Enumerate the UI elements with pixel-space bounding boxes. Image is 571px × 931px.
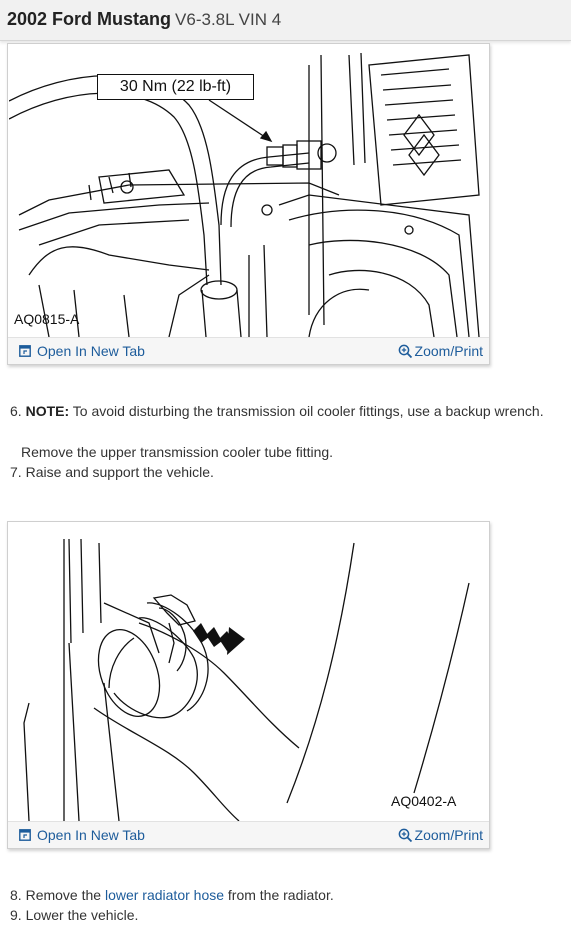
figure-image-2[interactable] [9, 523, 488, 821]
step-number: 9. [10, 907, 22, 923]
open-new-tab-icon [19, 345, 31, 357]
figure-footer-1 [8, 337, 489, 364]
lower-radiator-hose-link[interactable]: lower radiator hose [104, 887, 225, 903]
figure-card-1 [7, 43, 490, 365]
step-text: Remove the upper transmission cooler tube fitting. [21, 444, 334, 460]
step-9 [10, 907, 138, 923]
open-in-new-tab-link-1[interactable] [19, 343, 145, 359]
torque-spec: 30 Nm (22 lb-ft) [119, 78, 232, 95]
open-new-tab-icon [19, 829, 31, 841]
zoom-print-label: Zoom/Print [414, 343, 483, 359]
torque-callout [97, 74, 254, 100]
figure-card-2 [7, 521, 490, 849]
step-6 [10, 403, 544, 419]
note-label: NOTE: [25, 403, 70, 419]
zoom-print-link-2[interactable] [398, 827, 483, 843]
step-6-continued [21, 444, 333, 460]
step-text: Lower the vehicle. [25, 907, 139, 923]
step-text-after: from the radiator. [227, 887, 334, 903]
open-in-new-tab-link-2[interactable] [19, 827, 145, 843]
step-8 [10, 887, 334, 903]
engine-subtitle: V6-3.8L VIN 4 [175, 10, 282, 29]
step-text-before: Remove the [25, 887, 102, 903]
zoom-print-link-1[interactable] [398, 343, 483, 359]
radiator-hose-clamp-illustration [9, 523, 488, 821]
step-number: 8. [10, 887, 22, 903]
zoom-magnifier-icon [398, 828, 413, 843]
open-in-new-tab-label: Open In New Tab [37, 827, 145, 843]
figure-code-1: AQ0815-A [14, 311, 80, 327]
step-number: 6. [10, 403, 22, 419]
figure-code-2: AQ0402-A [391, 793, 457, 809]
step-number: 7. [10, 464, 22, 480]
zoom-magnifier-icon [398, 344, 413, 359]
page-title [7, 9, 281, 30]
step-7 [10, 464, 214, 480]
step-text: Raise and support the vehicle. [25, 464, 214, 480]
figure-image-1[interactable] [9, 45, 488, 337]
zoom-print-label: Zoom/Print [414, 827, 483, 843]
page-header [0, 0, 571, 41]
vehicle-title: 2002 Ford Mustang [7, 9, 172, 29]
step-text: To avoid disturbing the transmission oil cooler fittings, use a backup wrench. [72, 403, 544, 419]
open-in-new-tab-label: Open In New Tab [37, 343, 145, 359]
figure-footer-2 [8, 821, 489, 848]
